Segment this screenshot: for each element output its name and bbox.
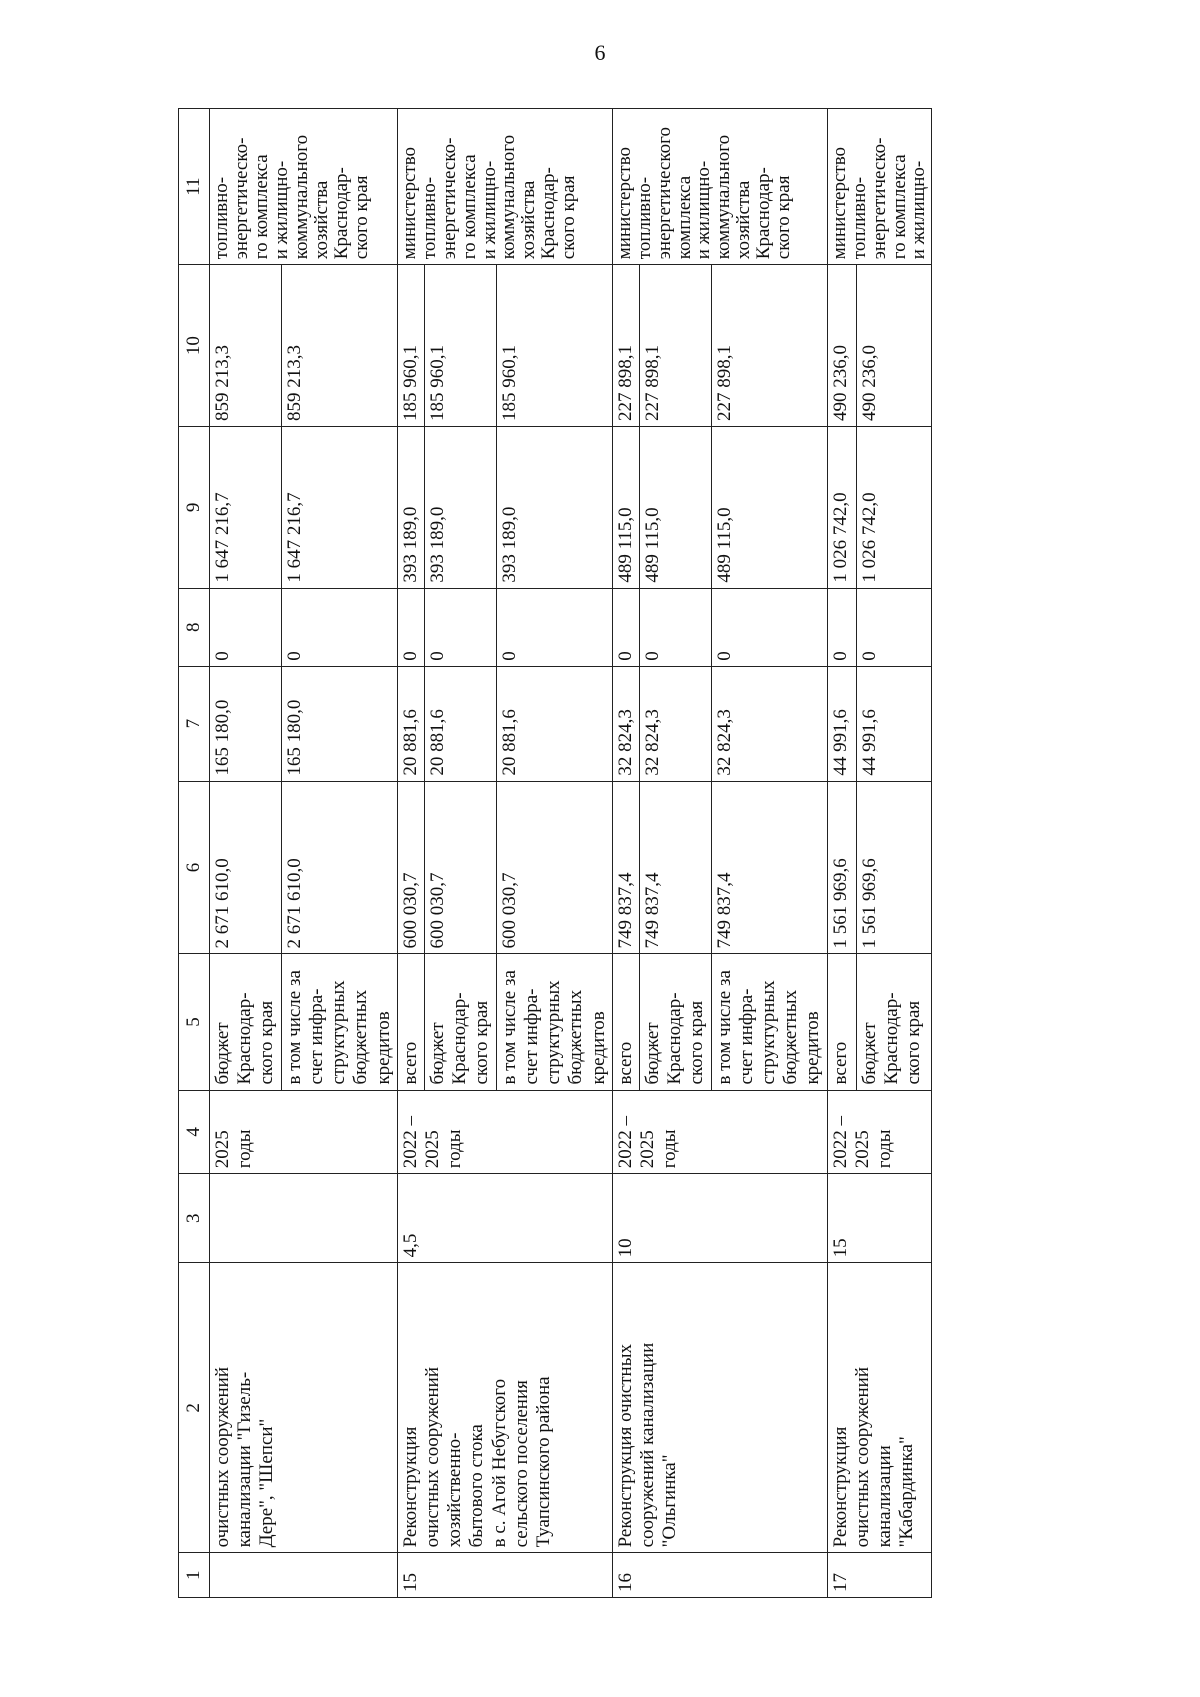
amount-col10-cell: 227 898,1 bbox=[612, 265, 639, 427]
project-name-cell: очистных сооружений канализации "Гизель- Дере", "Шепси" bbox=[210, 1263, 398, 1553]
amount-col8-cell: 0 bbox=[639, 588, 711, 666]
period-cell: 2022 – 2025 годы bbox=[827, 1090, 932, 1174]
column-number: 1 bbox=[179, 1553, 210, 1598]
amount-col9-cell: 1 647 216,7 bbox=[281, 426, 397, 588]
page-number: 6 bbox=[594, 40, 606, 65]
table-row bbox=[210, 109, 282, 1598]
total-amount-cell: 600 030,7 bbox=[397, 781, 424, 954]
funding-source-cell: всего bbox=[397, 954, 424, 1090]
total-amount-cell: 1 561 969,6 bbox=[856, 781, 932, 954]
table-body bbox=[210, 109, 932, 1598]
table-row bbox=[827, 109, 856, 1598]
total-amount-cell: 749 837,4 bbox=[639, 781, 711, 954]
period-cell: 2022 – 2025 годы bbox=[397, 1090, 612, 1174]
amount-col7-cell: 44 991,6 bbox=[827, 666, 856, 781]
amount-col10-cell: 490 236,0 bbox=[827, 265, 856, 427]
funding-source-cell: бюджет Краснодар- ского края bbox=[856, 954, 932, 1090]
item-number-cell bbox=[210, 1553, 398, 1598]
table-row bbox=[612, 109, 639, 1598]
amount-col7-cell: 165 180,0 bbox=[210, 666, 282, 781]
amount-col8-cell: 0 bbox=[856, 588, 932, 666]
amount-col10-cell: 227 898,1 bbox=[711, 265, 827, 427]
column-number: 2 bbox=[179, 1263, 210, 1553]
funding-source-cell: в том числе за счет инфра- структурных бюджетных кредитов bbox=[496, 954, 612, 1090]
column-number-row bbox=[179, 109, 210, 1598]
responsible-party-cell: министерство топливно- энергетического комплекса и жилищно- коммунального хозяйства Краснодар- ского края bbox=[612, 109, 827, 265]
amount-col10-cell: 185 960,1 bbox=[397, 265, 424, 427]
funding-source-cell: в том числе за счет инфра- структурных бюджетных кредитов bbox=[711, 954, 827, 1090]
amount-col7-cell: 32 824,3 bbox=[639, 666, 711, 781]
responsible-party-cell: министерство топливно- энергетическо- го комплекса и жилищно- bbox=[827, 109, 932, 265]
amount-col8-cell: 0 bbox=[612, 588, 639, 666]
column-number: 4 bbox=[179, 1090, 210, 1174]
column-number: 6 bbox=[179, 781, 210, 954]
amount-col10-cell: 859 213,3 bbox=[210, 265, 282, 427]
column-number: 8 bbox=[179, 588, 210, 666]
total-amount-cell: 600 030,7 bbox=[424, 781, 496, 954]
amount-col9-cell: 489 115,0 bbox=[711, 426, 827, 588]
amount-col9-cell: 489 115,0 bbox=[639, 426, 711, 588]
amount-col9-cell: 1 026 742,0 bbox=[856, 426, 932, 588]
amount-col8-cell: 0 bbox=[827, 588, 856, 666]
item-number-cell: 16 bbox=[612, 1553, 827, 1598]
amount-col9-cell: 1 647 216,7 bbox=[210, 426, 282, 588]
capacity-cell: 4,5 bbox=[397, 1174, 612, 1263]
funding-source-cell: бюджет Краснодар- ского края bbox=[210, 954, 282, 1090]
amount-col8-cell: 0 bbox=[210, 588, 282, 666]
funding-source-cell: всего bbox=[827, 954, 856, 1090]
total-amount-cell: 1 561 969,6 bbox=[827, 781, 856, 954]
funding-source-cell: бюджет Краснодар- ского края bbox=[424, 954, 496, 1090]
amount-col10-cell: 227 898,1 bbox=[639, 265, 711, 427]
funding-source-cell: в том числе за счет инфра- структурных бюджетных кредитов bbox=[281, 954, 397, 1090]
item-number-cell: 15 bbox=[397, 1553, 612, 1598]
amount-col8-cell: 0 bbox=[281, 588, 397, 666]
column-number: 7 bbox=[179, 666, 210, 781]
project-name-cell: Реконструкция очистных сооружений канализации "Ольгинка" bbox=[612, 1263, 827, 1553]
amount-col8-cell: 0 bbox=[496, 588, 612, 666]
amount-col7-cell: 20 881,6 bbox=[424, 666, 496, 781]
amount-col10-cell: 185 960,1 bbox=[424, 265, 496, 427]
project-name-cell: Реконструкция очистных сооружений хозяйственно- бытового стока в с. Агой Небугского сельского поселения Туапсинского района bbox=[397, 1263, 612, 1553]
amount-col10-cell: 490 236,0 bbox=[856, 265, 932, 427]
amount-col10-cell: 859 213,3 bbox=[281, 265, 397, 427]
amount-col7-cell: 20 881,6 bbox=[397, 666, 424, 781]
column-number: 9 bbox=[179, 426, 210, 588]
funding-source-cell: всего bbox=[612, 954, 639, 1090]
capacity-cell: 15 bbox=[827, 1174, 932, 1263]
amount-col9-cell: 393 189,0 bbox=[424, 426, 496, 588]
period-cell: 2025 годы bbox=[210, 1090, 398, 1174]
amount-col8-cell: 0 bbox=[711, 588, 827, 666]
responsible-party-cell: министерство топливно- энергетическо- го комплекса и жилищно- коммунального хозяйства Краснодар- ского края bbox=[397, 109, 612, 265]
total-amount-cell: 2 671 610,0 bbox=[281, 781, 397, 954]
column-number: 5 bbox=[179, 954, 210, 1090]
amount-col9-cell: 393 189,0 bbox=[496, 426, 612, 588]
table-row bbox=[397, 109, 424, 1598]
amount-col7-cell: 32 824,3 bbox=[612, 666, 639, 781]
capacity-cell bbox=[210, 1174, 398, 1263]
total-amount-cell: 749 837,4 bbox=[612, 781, 639, 954]
amount-col10-cell: 185 960,1 bbox=[496, 265, 612, 427]
column-number: 3 bbox=[179, 1174, 210, 1263]
amount-col8-cell: 0 bbox=[424, 588, 496, 666]
budget-table bbox=[178, 108, 932, 1598]
funding-source-cell: бюджет Краснодар- ского края bbox=[639, 954, 711, 1090]
amount-col9-cell: 1 026 742,0 bbox=[827, 426, 856, 588]
period-cell: 2022 – 2025 годы bbox=[612, 1090, 827, 1174]
project-name-cell: Реконструкция очистных сооружений канализации "Кабардинка" bbox=[827, 1263, 932, 1553]
amount-col7-cell: 44 991,6 bbox=[856, 666, 932, 781]
column-number: 11 bbox=[179, 109, 210, 265]
capacity-cell: 10 bbox=[612, 1174, 827, 1263]
column-number: 10 bbox=[179, 265, 210, 427]
amount-col9-cell: 489 115,0 bbox=[612, 426, 639, 588]
responsible-party-cell: топливно- энергетическо- го комплекса и жилищно- коммунального хозяйства Краснодар- ского края bbox=[210, 109, 398, 265]
amount-col8-cell: 0 bbox=[397, 588, 424, 666]
amount-col9-cell: 393 189,0 bbox=[397, 426, 424, 588]
total-amount-cell: 600 030,7 bbox=[496, 781, 612, 954]
amount-col7-cell: 165 180,0 bbox=[281, 666, 397, 781]
total-amount-cell: 749 837,4 bbox=[711, 781, 827, 954]
amount-col7-cell: 20 881,6 bbox=[496, 666, 612, 781]
total-amount-cell: 2 671 610,0 bbox=[210, 781, 282, 954]
amount-col7-cell: 32 824,3 bbox=[711, 666, 827, 781]
item-number-cell: 17 bbox=[827, 1553, 932, 1598]
rotated-table-wrapper bbox=[178, 108, 1058, 1598]
